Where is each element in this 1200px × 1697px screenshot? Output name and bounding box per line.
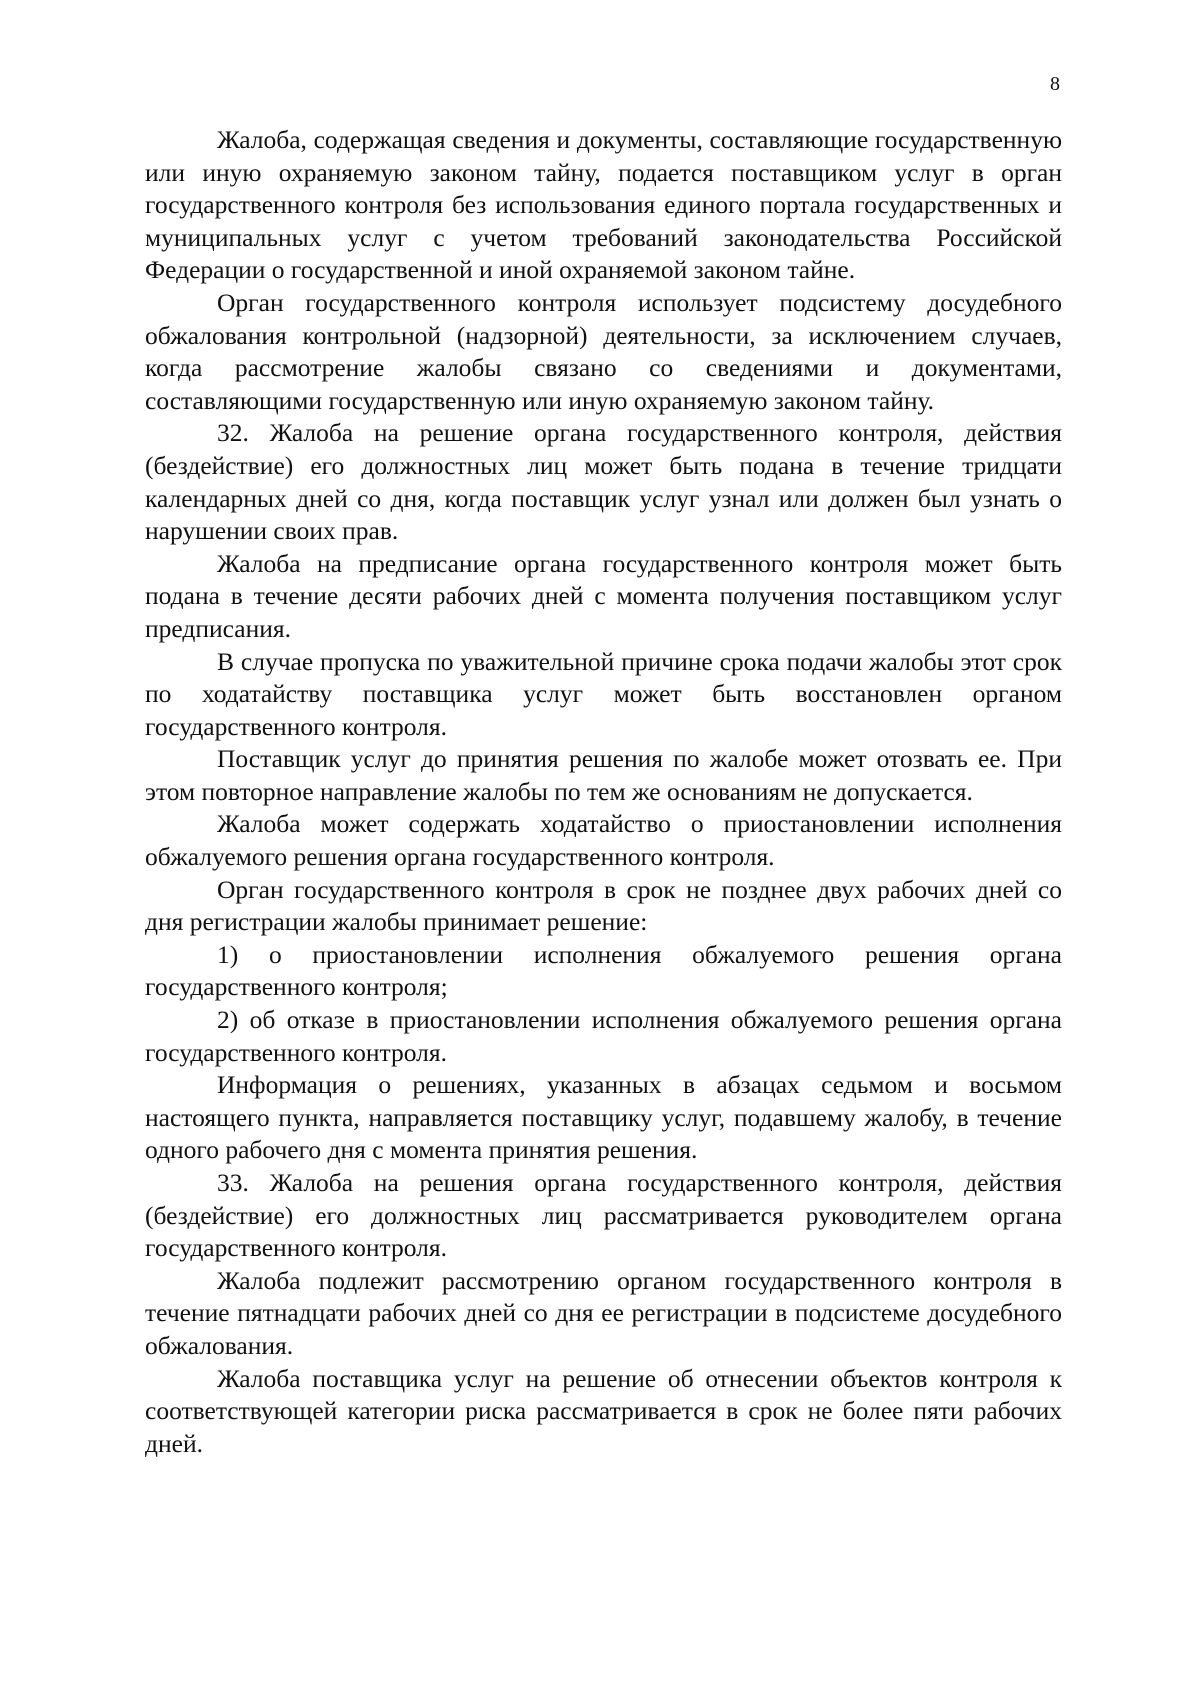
document-body [145, 124, 1062, 1460]
paragraph: 2) об отказе в приостановлении исполнения обжалуемого решения органа государственного контроля. [145, 1005, 1062, 1067]
paragraph: Поставщик услуг до принятия решения по жалобе может отозвать ее. При этом повторное направление жалобы по тем же основаниям не допускается. [145, 744, 1062, 806]
paragraph: 33. Жалоба на решения органа государственного контроля, действия (бездействие) его должностных лиц рассматривается руководителем органа государственного контроля. [145, 1168, 1062, 1263]
paragraph: Жалоба на предписание органа государственного контроля может быть подана в течение десяти рабочих дней с момента получения поставщиком услуг предписания. [145, 548, 1062, 643]
paragraph: Жалоба, содержащая сведения и документы, составляющие государственную или иную охраняемую законом тайну, подается поставщиком услуг в орган государственного контроля без использования единого портала государственных и муниципальных услуг с учетом требований законодательства Российской Федерации о государственной и иной охраняемой законом тайне. [145, 125, 1062, 285]
paragraph: 32. Жалоба на решение органа государственного контроля, действия (бездействие) его должностных лиц может быть подана в течение тридцати календарных дней со дня, когда поставщик услуг узнал или должен был узнать о нарушении своих прав. [145, 418, 1062, 546]
paragraph: Жалоба поставщика услуг на решение об отнесении объектов контроля к соответствующей категории риска рассматривается в срок не более пяти рабочих дней. [145, 1363, 1062, 1458]
paragraph: 1) о приостановлении исполнения обжалуемого решения органа государственного контроля; [145, 939, 1062, 1002]
paragraph: В случае пропуска по уважительной причине срока подачи жалобы этот срок по ходатайству поставщика услуг может быть восстановлен органом государственного контроля. [145, 646, 1062, 741]
paragraph: Орган государственного контроля использует подсистему досудебного обжалования контрольной (надзорной) деятельности, за исключением случаев, когда рассмотрение жалобы связано со сведениями и документами, составляющими государственную или иную охраняемую законом тайну. [145, 287, 1062, 415]
paragraph: Жалоба может содержать ходатайство о приостановлении исполнения обжалуемого решения органа государственного контроля. [145, 809, 1062, 872]
paragraph: Жалоба подлежит рассмотрению органом государственного контроля в течение пятнадцати рабочих дней со дня ее регистрации в подсистеме досудебного обжалования. [145, 1265, 1062, 1360]
paragraph: Информация о решениях, указанных в абзацах седьмом и восьмом настоящего пункта, направляется поставщику услуг, подавшему жалобу, в течение одного рабочего дня с момента принятия решения. [145, 1070, 1062, 1165]
paragraph: Орган государственного контроля в срок не позднее двух рабочих дней со дня регистрации жалобы принимает решение: [145, 874, 1062, 937]
page-number: 8 [1050, 73, 1060, 95]
